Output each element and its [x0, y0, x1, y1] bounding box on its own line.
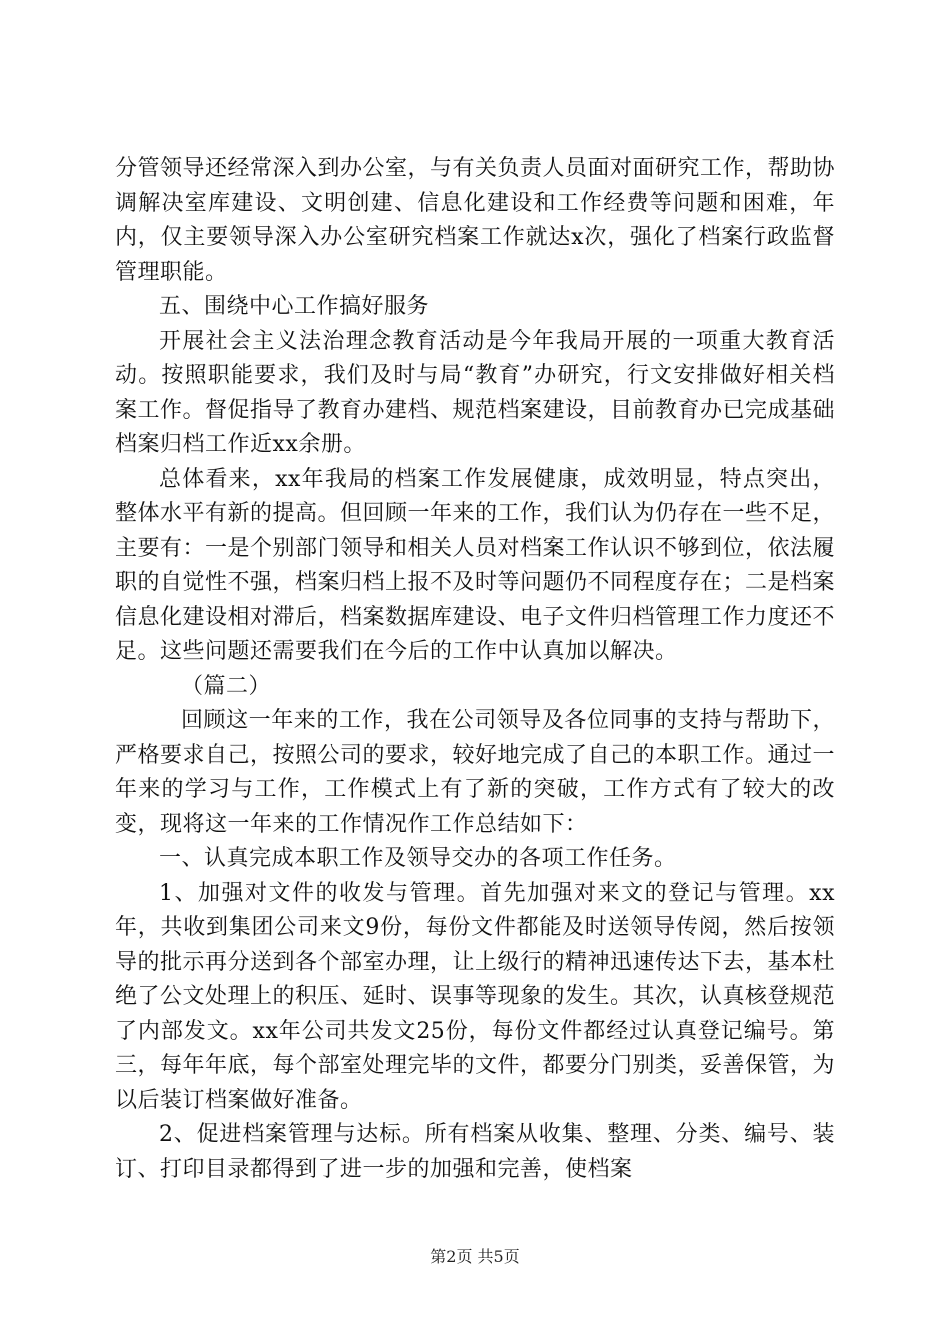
- section-heading-five: 五、围绕中心工作搞好服务: [159, 294, 430, 319]
- paragraph-document-handling: 1、加强对文件的收发与管理。首先加强对来文的登记与管理。xx年，共收到集团公司来文9份，每份文件都能及时送领导传阅，然后按领导的批示再分送到各个部室办理，让上级行的精神迅速传达下去，基本杜绝了公文处理上的积压、延时、误事等现象的发生。其次，认真核登规范了内部发文。xx年公司共发文25份，每份文件都经过认真登记编号。第三，每年年底，每个部室处理完毕的文件，都要分门别类，妥善保管，为以后装订档案做好准备。: [115, 880, 836, 1113]
- document-body: [115, 152, 835, 1187]
- paragraph-supervision: 分管领导还经常深入到办公室，与有关负责人员面对面研究工作，帮助协调解决室库建设、文明创建、信息化建设和工作经费等问题和困难，年内，仅主要领导深入办公室研究档案工作就达x次，强化了档案行政监督管理职能。: [115, 156, 836, 285]
- paragraph-review-intro: 回顾这一年来的工作，我在公司领导及各位同事的支持与帮助下，严格要求自己，按照公司的要求，较好地完成了自己的本职工作。通过一年来的学习与工作，工作模式上有了新的突破，工作方式有了较大的改变，现将这一年来的工作情况作工作总结如下：: [115, 708, 836, 837]
- part-two-heading: （篇二）: [181, 673, 272, 699]
- paragraph-overall-summary: 总体看来，xx年我局的档案工作发展健康，成效明显，特点突出，整体水平有新的提高。但回顾一年来的工作，我们认为仍存在一些不足，主要有：一是个别部门领导和相关人员对档案工作认识不够到位，依法履职的自觉性不强，档案归档上报不及时等问题仍不同程度存在；二是档案信息化建设相对滞后，档案数据库建设、电子文件归档管理工作力度还不足。这些问题还需要我们在今后的工作中认真加以解决。: [115, 466, 836, 664]
- paragraph-education-activity: 开展社会主义法治理念教育活动是今年我局开展的一项重大教育活动。按照职能要求，我们及时与局“教育”办研究，行文安排做好相关档案工作。督促指导了教育办建档、规范档案建设，目前教育办已完成基础档案归档工作近xx余册。: [115, 328, 836, 457]
- page-number-footer: 第2页 共5页: [430, 1247, 520, 1266]
- section-heading-one: 一、认真完成本职工作及领导交办的各项工作任务。: [159, 846, 677, 871]
- paragraph-archive-management: 2、促进档案管理与达标。所有档案从收集、整理、分类、编号、装订、打印目录都得到了进一步的加强和完善，使档案: [115, 1122, 835, 1182]
